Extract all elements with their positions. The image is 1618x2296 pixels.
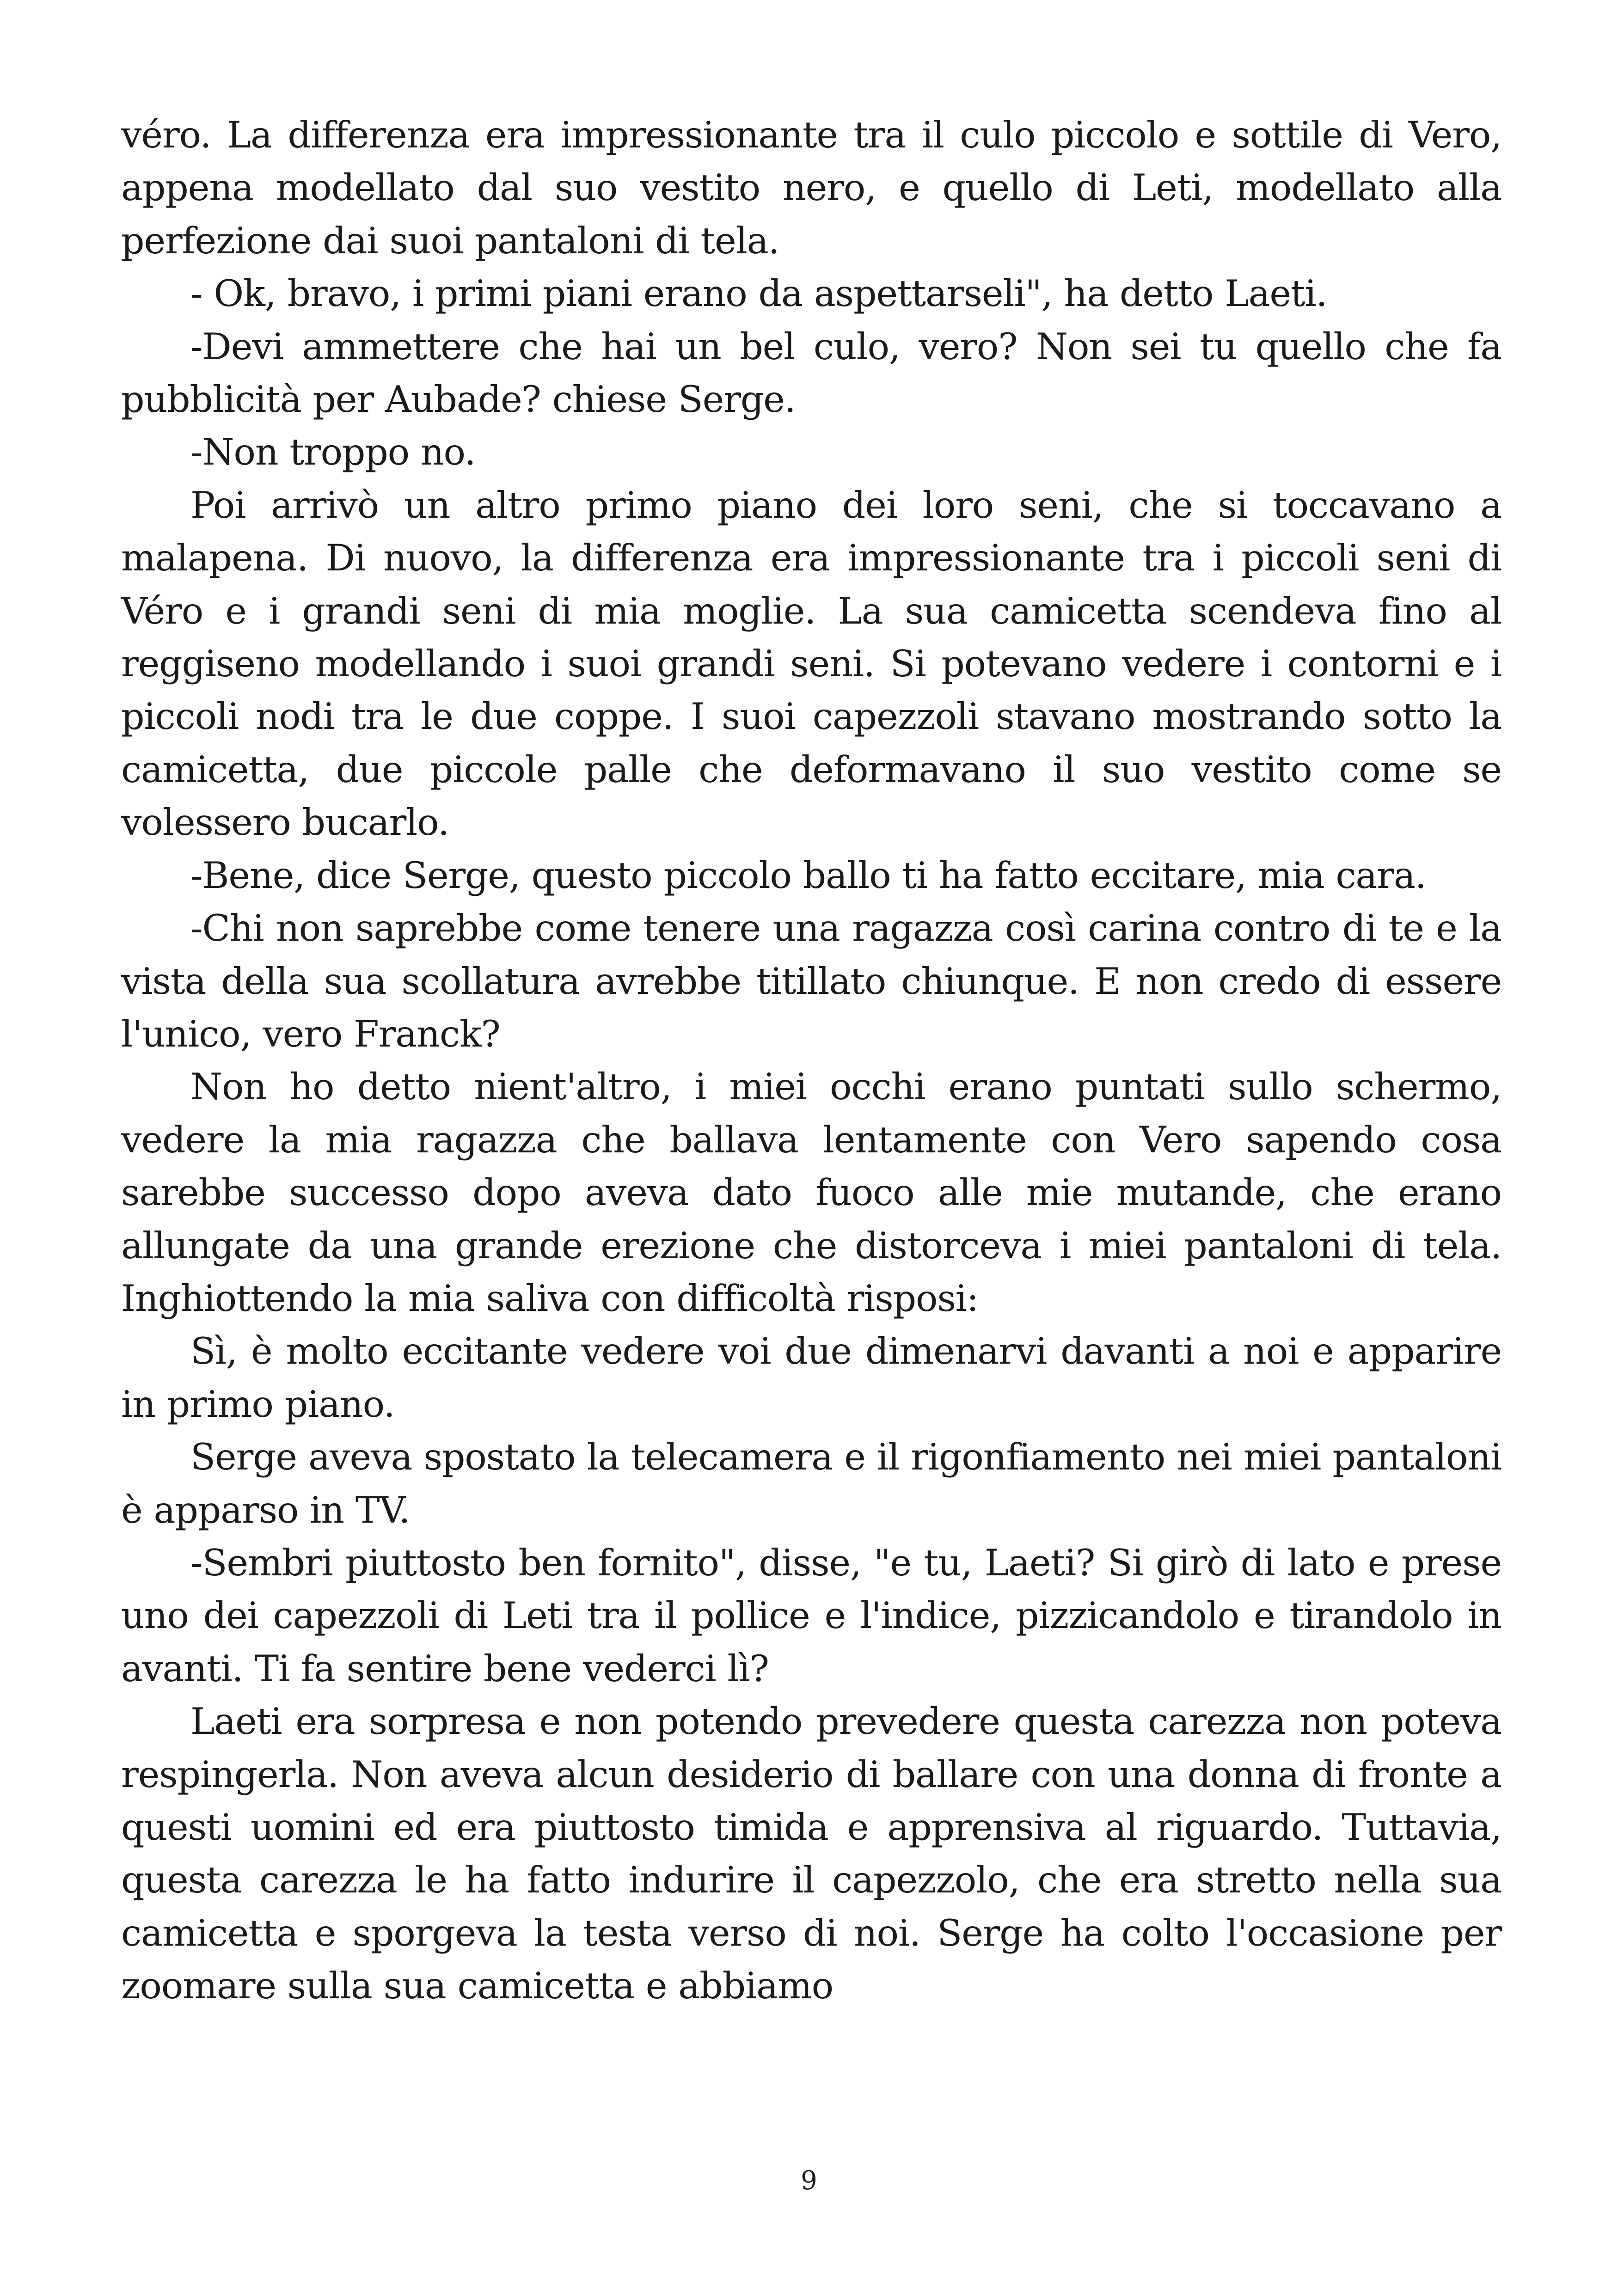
- paragraph: Sì, è molto eccitante vedere voi due dimenarvi davanti a noi e apparire in primo piano.: [121, 1330, 1502, 1426]
- paragraph: Poi arrivò un altro primo piano dei loro seni, che si toccavano a malapena. Di nuovo, la differenza era impressionante tra i piccoli seni di Véro e i grandi seni di mia moglie. La sua camicetta scendeva fino al reggiseno modellando i suoi grandi seni. Si potevano vedere i contorni e i piccoli nodi tra le due coppe. I suoi capezzoli stavano mostrando sotto la camicetta, due piccole palle che deformavano il suo vestito come se volessero bucarlo.: [121, 484, 1502, 844]
- paragraph: -Sembri piuttosto ben fornito", disse, "e tu, Laeti? Si girò di lato e prese uno dei capezzoli di Leti tra il pollice e l'indice, pizzicandolo e tirandolo in avanti. Ti fa sentire bene vederci lì?: [121, 1541, 1502, 1690]
- paragraph: -Bene, dice Serge, questo piccolo ballo ti ha fatto eccitare, mia cara.: [190, 854, 1426, 897]
- page-number: 9: [801, 2166, 817, 2196]
- paragraph: Laeti era sorpresa e non potendo prevedere questa carezza non poteva respingerla. Non aveva alcun desiderio di ballare con una donna di fronte a questi uomini ed era piuttosto timida e apprensiva al riguardo. Tuttavia, questa carezza le ha fatto indurire il capezzolo, che era stretto nella sua camicetta e sporgeva la testa verso di noi. Serge ha colto l'occasione per zoomare sulla sua camicetta e abbiamo: [121, 1700, 1502, 2008]
- paragraph: -Chi non saprebbe come tenere una ragazza così carina contro di te e la vista della sua scollatura avrebbe titillato chiunque. E non credo di essere l'unico, vero Franck?: [121, 907, 1502, 1055]
- paragraph: Non ho detto nient'altro, i miei occhi erano puntati sullo schermo, vedere la mia ragazza che ballava lentamente con Vero sapendo cosa sarebbe successo dopo aveva dato fuoco alle mie mutande, che erano allungate da una grande erezione che distorceva i miei pantaloni di tela. Inghiottendo la mia saliva con difficoltà risposi:: [121, 1065, 1502, 1320]
- page-body: [121, 109, 1502, 2143]
- paragraph: Serge aveva spostato la telecamera e il rigonfiamento nei miei pantaloni è apparso in TV.: [121, 1436, 1502, 1531]
- paragraph: véro. La differenza era impressionante tra il culo piccolo e sottile di Vero, appena modellato dal suo vestito nero, e quello di Leti, modellato alla perfezione dai suoi pantaloni di tela.: [121, 114, 1502, 262]
- paragraph: - Ok, bravo, i primi piani erano da aspettarseli", ha detto Laeti.: [190, 272, 1327, 315]
- paragraph: -Devi ammettere che hai un bel culo, vero? Non sei tu quello che fa pubblicità per Aubade? chiese Serge.: [121, 325, 1502, 421]
- paragraph: -Non troppo no.: [190, 431, 476, 474]
